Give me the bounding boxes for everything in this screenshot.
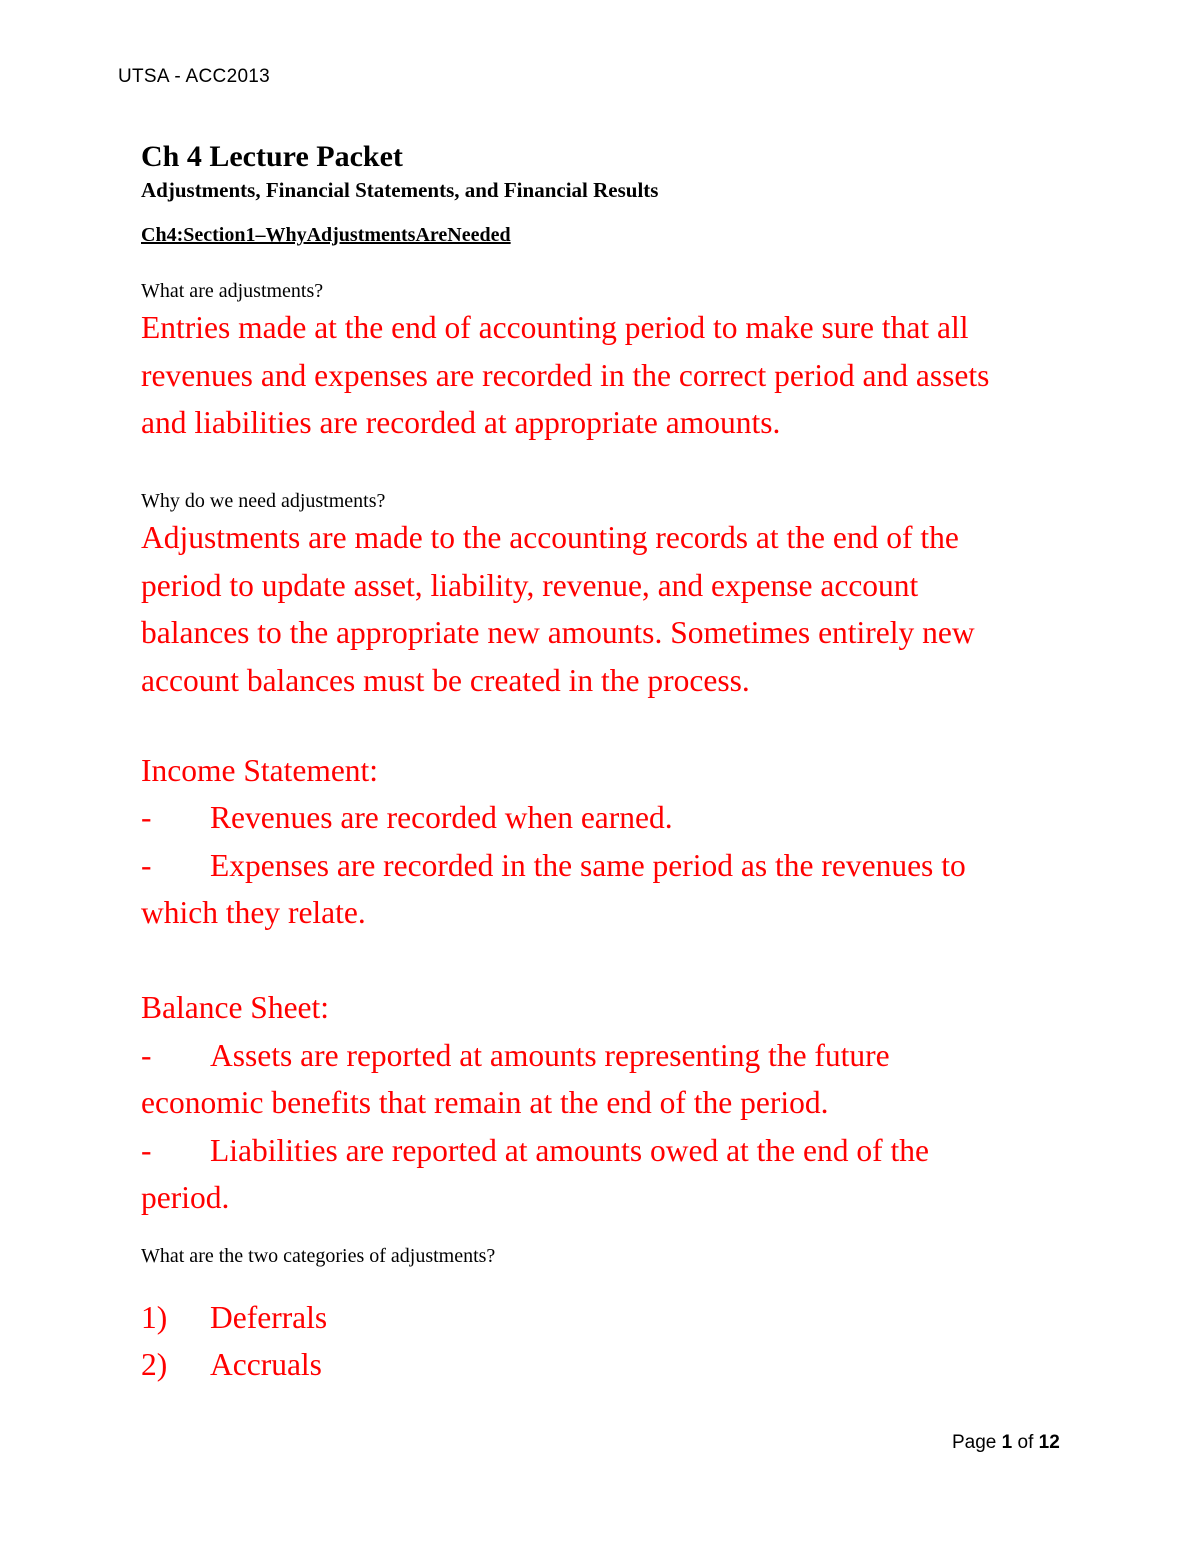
answer-why-adjustments [141,514,1061,704]
bullet-dash: - [141,1133,152,1168]
income-bullet-expenses: Expenses are recorded in the same period as the revenues to [210,848,966,883]
of-word: of [1017,1432,1034,1453]
category-accruals: Accruals [210,1347,322,1382]
list-number: 1) [141,1300,168,1335]
answer-line: period to update asset, liability, revenue, and expense account [141,567,919,603]
balance-bullet-assets-cont: economic benefits that remain at the end of the period. [141,1085,829,1120]
answer-line: and liabilities are recorded at appropriate amounts. [141,405,781,440]
income-bullet-expenses-cont: which they relate. [141,895,366,930]
balance-bullet-liabilities-cont: period. [141,1180,230,1215]
answer-line: account balances must be created in the process. [141,662,750,698]
page-title: Ch 4 Lecture Packet [141,140,403,173]
question-why-adjustments: Why do we need adjustments? [141,490,386,512]
page-footer [952,1432,1060,1454]
answer-line: balances to the appropriate new amounts. Sometimes entirely new [141,615,975,650]
section-heading: Ch4:Section1–WhyAdjustmentsAreNeeded [141,224,511,246]
list-number: 2) [141,1347,168,1382]
answer-line: revenues and expenses are recorded in the correct period and assets [141,357,990,393]
income-bullet-revenues: Revenues are recorded when earned. [210,800,673,835]
income-statement-heading: Income Statement: [141,753,379,788]
bullet-dash: - [141,1038,152,1073]
question-two-categories: What are the two categories of adjustments? [141,1245,496,1267]
page-number: 1 [1001,1432,1013,1453]
bullet-dash: - [141,800,152,835]
bullet-dash: - [141,848,152,883]
page-subtitle: Adjustments, Financial Statements, and Financial Results [141,178,659,202]
course-header: UTSA - ACC2013 [118,66,271,87]
answer-line: Entries made at the end of accounting period to make sure that all [141,310,969,345]
page-word: Page [952,1432,997,1453]
question-what-are-adjustments: What are adjustments? [141,280,324,302]
balance-bullet-assets: Assets are reported at amounts representing the future [210,1038,890,1073]
category-deferrals: Deferrals [210,1300,328,1335]
page-total: 12 [1038,1432,1060,1453]
balance-sheet-heading: Balance Sheet: [141,990,330,1025]
balance-bullet-liabilities: Liabilities are reported at amounts owed at the end of the [210,1133,929,1168]
answer-what-are-adjustments [141,304,1061,447]
answer-line: Adjustments are made to the accounting records at the end of the [141,520,959,555]
